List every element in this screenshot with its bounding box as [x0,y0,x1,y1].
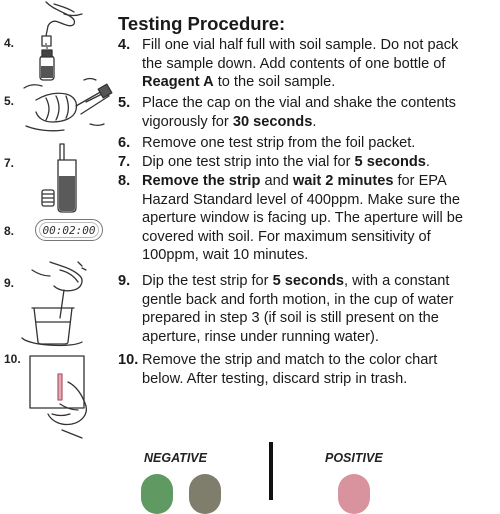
timer-value: 00:02:00 [39,222,99,238]
step-text-run: Fill one vial half full with soil sample. Do not pack the sample down. Add contents of one bottle of [142,37,459,72]
step-emphasis: 5 seconds [354,154,426,170]
hand-dipping-strip-in-cup-illustration [20,258,100,348]
side-label-7: 7. [4,156,15,170]
step-text-run: Place the cap on the vial and shake the contents vigorously for [142,95,456,130]
step-number: 6. [118,135,131,151]
step-body [142,272,468,346]
step-text-run: . [425,154,430,170]
step-body [142,351,468,388]
step-text-run: Dip one test strip into the vial for [142,154,355,170]
step-emphasis: 30 seconds [232,113,313,130]
step-4 [118,36,468,92]
step-text-run: Remove the strip and match to the color chart below. After testing, discard strip in trash. [142,352,438,387]
step-text-run: Dip the test strip for [142,273,273,289]
step-text-run: and [260,173,293,189]
step-number: 5. [118,95,131,111]
step-text-run: . [312,113,317,130]
step-8 [118,172,468,265]
step-number: 4. [118,37,131,53]
step-text-run: , with a constant gentle back and forth motion, in the cup of water prepared in step 3 (if soil is still present on the aperture, rinse under running water). [142,273,454,345]
positive-swatch-1 [338,474,370,514]
step-text-run: to the soil sample. [213,74,336,90]
step-text-run: for EPA Hazard Standard level of 400ppm. Make sure the aperture window is facing up. The aperture will be covered with soil. For maximum sensitivity of 100ppm, wait 10 minutes. [142,173,463,263]
side-label-4: 4. [4,36,15,50]
side-label-10: 10. [4,352,21,366]
step-7 [118,153,468,172]
negative-label: NEGATIVE [144,451,207,465]
step-body [142,172,468,265]
hand-pouring-reagent-illustration [24,0,94,82]
vial-with-strip-illustration [38,142,88,214]
step-number: 9. [118,273,131,289]
step-number: 8. [118,173,131,189]
page-title: Testing Procedure: [118,13,286,34]
step-emphasis: Reagent A [142,74,214,90]
side-label-5: 5. [4,94,15,108]
step-body [142,94,468,131]
hand-shaking-vial-illustration [16,76,116,138]
positive-label: POSITIVE [325,451,383,465]
step-number: 10. [118,352,139,368]
step-body [142,36,468,92]
step-text-run: Remove one test strip from the foil packet. [142,135,416,151]
step-emphasis: 5 seconds [272,273,344,289]
step-5 [118,94,468,131]
side-label-8: 8. [4,224,15,238]
step-9 [118,272,468,346]
timer-display [35,219,103,241]
step-6 [118,134,468,153]
step-number: 7. [118,154,131,170]
negative-swatch-2 [189,474,221,514]
hand-holding-strip-chart-illustration [22,352,112,442]
step-emphasis: wait 2 minutes [292,173,394,189]
chart-divider [269,442,273,500]
step-body [142,134,468,153]
step-10 [118,351,468,388]
negative-swatch-1 [141,474,173,514]
step-body [142,153,468,172]
step-emphasis: Remove the strip [142,173,261,189]
side-label-9: 9. [4,276,15,290]
